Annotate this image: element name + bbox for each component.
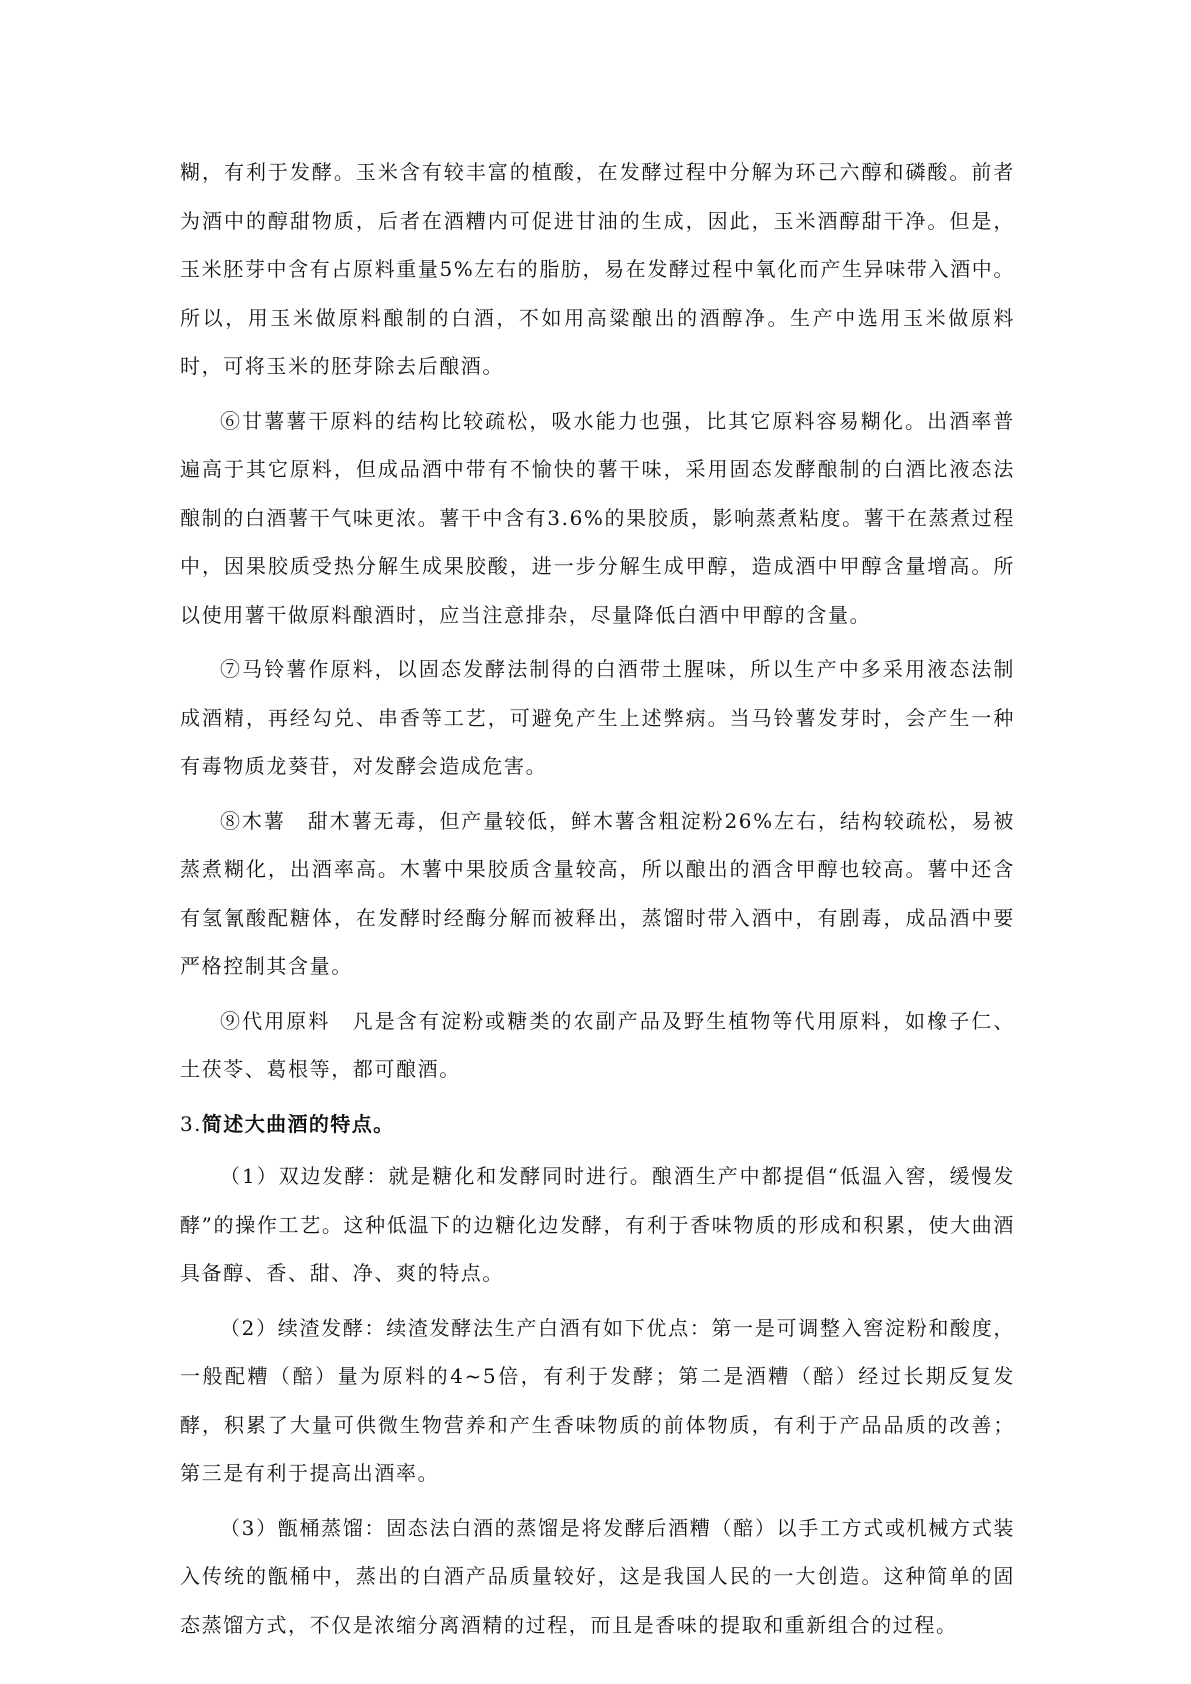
document-body	[180, 148, 1015, 1655]
paragraph-substitute-materials: ⑨代用原料 凡是含有淀粉或糖类的农副产品及野生植物等代用原料，如橡子仁、土茯苓、葛根等，都可酿酒。	[180, 1008, 1015, 1081]
paragraph-cassava: ⑧木薯 甜木薯无毒，但产量较低，鲜木薯含粗淀粉26%左右，结构较疏松，易被蒸煮糊化，出酒率高。木薯中果胶质含量较高，所以酿出的酒含甲醇也较高。薯中还含有氢氰酸配糖体，在发酵时经酶分解而被释出，蒸馏时带入酒中，有剧毒，成品酒中要严格控制其含量。	[180, 808, 1015, 978]
question-title: 简述大曲酒的特点。	[201, 1111, 395, 1136]
answer-continuous-residue: （2）续渣发酵：续渣发酵法生产白酒有如下优点：第一是可调整入窖淀粉和酸度，一般配糟（醅）量为原料的4~5倍，有利于发酵；第二是酒糟（醅）经过长期反复发酵，积累了大量可供微生物营养和产生香味物质的前体物质，有利于产品品质的改善；第三是有利于提高出酒率。	[180, 1315, 1015, 1485]
paragraph-potato: ⑦马铃薯作原料，以固态发酵法制得的白酒带土腥味，所以生产中多采用液态法制成酒精，再经勾兑、串香等工艺，可避免产生上述弊病。当马铃薯发芽时，会产生一种有毒物质龙葵苷，对发酵会造成危害。	[180, 657, 1015, 778]
question-heading	[180, 1100, 1015, 1149]
paragraph-sweet-potato: ⑥甘薯薯干原料的结构比较疏松，吸水能力也强，比其它原料容易糊化。出酒率普遍高于其它原料，但成品酒中带有不愉快的薯干味，采用固态发酵酿制的白酒比液态法酿制的白酒薯干气味更浓。薯干中含有3.6%的果胶质，影响蒸煮粘度。薯干在蒸煮过程中，因果胶质受热分解生成果胶酸，进一步分解生成甲醇，造成酒中甲醇含量增高。所以使用薯干做原料酿酒时，应当注意排杂，尽量降低白酒中甲醇的含量。	[180, 408, 1015, 627]
paragraph-corn: 糊，有利于发酵。玉米含有较丰富的植酸，在发酵过程中分解为环己六醇和磷酸。前者为酒中的醇甜物质，后者在酒糟内可促进甘油的生成，因此，玉米酒醇甜干净。但是，玉米胚芽中含有占原料重量5%左右的脂肪，易在发酵过程中氧化而产生异味带入酒中。所以，用玉米做原料酿制的白酒，不如用高粱酿出的酒醇净。生产中选用玉米做原料时，可将玉米的胚芽除去后酿酒。	[180, 160, 1015, 378]
answer-steamer-distillation: （3）甑桶蒸馏：固态法白酒的蒸馏是将发酵后酒糟（醅）以手工方式或机械方式装入传统的甑桶中，蒸出的白酒产品质量较好，这是我国人民的一大创造。这种简单的固态蒸馏方式，不仅是浓缩分离酒精的过程，而且是香味的提取和重新组合的过程。	[180, 1515, 1015, 1637]
answer-double-fermentation: （1）双边发酵：就是糖化和发酵同时进行。酿酒生产中都提倡“低温入窖，缓慢发酵”的操作工艺。这种低温下的边糖化边发酵，有利于香味物质的形成和积累，使大曲酒具备醇、香、甜、净、爽的特点。	[180, 1164, 1015, 1285]
question-number: 3.	[180, 1111, 202, 1136]
